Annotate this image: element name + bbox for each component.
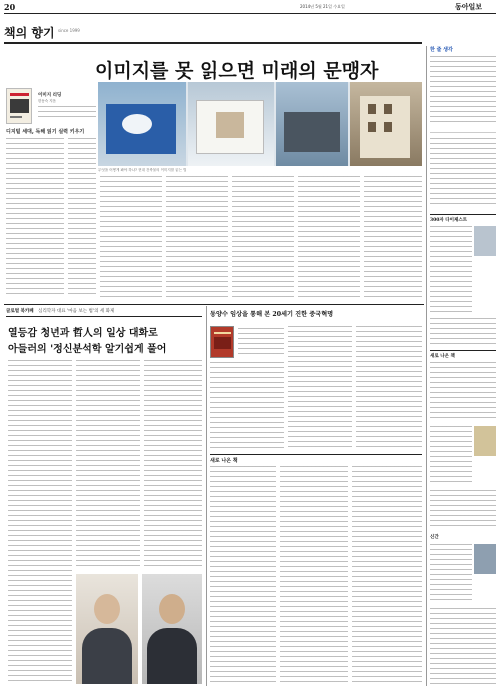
right-column-quote-mark (430, 132, 496, 133)
bottom-left-kicker-label: 글로벌 북카페 (6, 309, 34, 314)
main-article-col-1 (6, 138, 64, 298)
paper-name: 동아일보 (455, 2, 483, 11)
bottom-divider (206, 306, 207, 686)
bottom-left-headline-1: 열등감 청년과 哲人의 일상 대화로 (8, 328, 158, 339)
right-new-books-heading: 새로 나온 책 (430, 354, 455, 359)
bottom-left-portrait-2 (142, 574, 202, 684)
digest-text (430, 226, 472, 316)
main-article-col-2 (68, 138, 96, 298)
bottom-center-new-books-heading: 새로 나온 책 (210, 458, 238, 464)
right-column-heading: 한 줄 생각 (430, 47, 453, 53)
right-new-books-text-2 (430, 426, 472, 486)
right-column-quote (430, 56, 496, 126)
main-headline: 이미지를 못 읽으면 미래의 문맹자 (95, 60, 379, 82)
right-small-heading: 신간 (430, 535, 439, 540)
right-new-books-text-4 (430, 544, 472, 604)
bottom-left-col-3 (144, 360, 202, 570)
bottom-left-headline-2: 아들러의 '정신분석학 알기쉽게 풀어 (8, 344, 167, 355)
bottom-left-portrait-1 (76, 574, 138, 684)
bottom-center-col-1 (210, 362, 284, 450)
date-line: 2014년 5월 21일 수요일 (300, 4, 345, 9)
right-new-books-text-1 (430, 362, 496, 422)
bottom-left-col-2 (76, 360, 140, 570)
main-article-col-7 (364, 176, 422, 298)
bottom-center-book-image (210, 326, 234, 358)
bottom-center-new-books-col-3 (352, 466, 422, 684)
digest-book-image (474, 226, 496, 256)
digest-text-2 (430, 318, 496, 346)
section-year-tag: since 1999 (58, 28, 80, 33)
main-photo (98, 82, 422, 166)
right-new-books-text-5 (430, 608, 496, 686)
right-column-divider (426, 46, 427, 686)
header-rule (4, 13, 496, 14)
sub-headline: 디지털 세대, 독해 읽기 실력 키우기 (6, 129, 85, 135)
bottom-left-col-1 (8, 360, 72, 684)
page-number: 20 (4, 2, 16, 12)
bottom-section-rule (4, 304, 424, 305)
book-author-line: 한동숙 지음 (38, 99, 57, 103)
book-cover-image (6, 88, 32, 124)
section-rule (4, 42, 422, 44)
right-new-books-text-3 (430, 490, 496, 530)
bottom-center-kicker: 동양수 임상을 통해 본 20세기 진한 중국혁명 (210, 311, 334, 318)
section-title: 책의 향기 (4, 26, 55, 40)
bottom-left-kicker (6, 308, 114, 314)
digest-heading: 300자 다이제스트 (430, 218, 468, 223)
bottom-center-book-info (238, 328, 284, 358)
bottom-center-col-3 (356, 326, 422, 450)
right-book-image-2 (474, 544, 496, 574)
main-article-col-5 (232, 176, 294, 298)
book-info-text (38, 106, 96, 121)
main-article-col-6 (298, 176, 360, 298)
right-new-books-rule (430, 350, 496, 351)
bottom-center-col-2 (288, 326, 352, 450)
bottom-center-new-books-col-1 (210, 466, 276, 684)
bottom-center-new-books-rule (210, 454, 422, 455)
bottom-center-new-books-col-2 (280, 466, 348, 684)
right-column-quote-2 (430, 138, 496, 208)
main-article-col-3 (100, 176, 162, 298)
book-title: 이미지 리딩 (38, 93, 62, 98)
main-article-col-4 (166, 176, 228, 298)
digest-rule (430, 214, 496, 215)
bottom-left-kicker-sub: 심리학자 대표 '마음 보는 법'의 세 화제 (38, 309, 115, 314)
main-photo-caption: 무엇을 어떻게 봐야 하나? 현대 건축물의 이미지를 읽는 법 (98, 168, 187, 172)
right-book-image-1 (474, 426, 496, 456)
bottom-left-kicker-rule (6, 316, 202, 317)
